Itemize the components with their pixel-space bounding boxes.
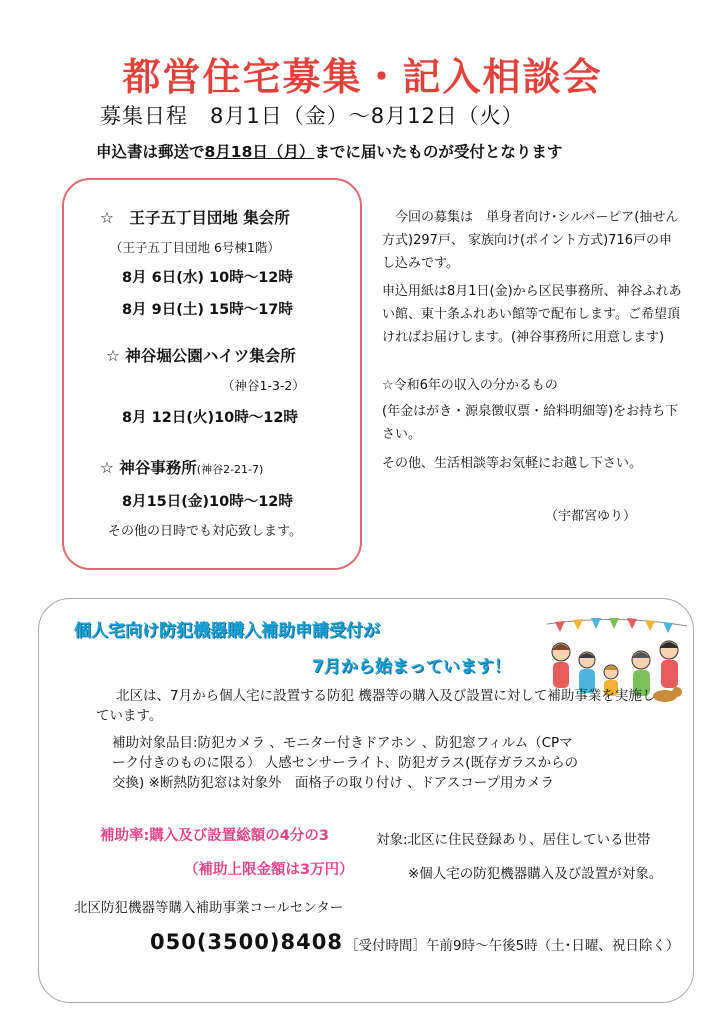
location-2-sub: （神谷1-3-2） [222, 378, 305, 393]
location-1-time-2: 8月 9日(土) 15時～17時 [122, 302, 293, 318]
page-title: 都営住宅募集・記入相談会 [122, 55, 603, 99]
location-1-sub: （王子五丁目団地 6号棟1階） [110, 240, 280, 255]
deadline-pre: 申込書は郵送で [96, 143, 205, 161]
deadline-date: 8月18日（月） [204, 143, 315, 161]
location-1-time-1: 8月 6日(水) 10時～12時 [122, 270, 293, 286]
other-dates-note: その他の日時でも対応致します。 [108, 524, 302, 539]
info-paragraph-3: ☆令和6年の収入の分かるもの [382, 378, 558, 393]
subsidy-rate: 補助率:購入及び設置総額の4分の3 [100, 828, 329, 844]
location-2-name: ☆ 神谷堀公園ハイツ集会所 [106, 347, 296, 365]
subsidy-target-note: ※個人宅の防犯機器購入及び設置が対象。 [408, 866, 663, 882]
author-name: （宇都宮ゆり） [545, 509, 637, 524]
subsidy-heading-2: 7月から始まっています！ [312, 657, 511, 677]
deadline-post: までに届いたものが受付となります [314, 143, 563, 161]
location-3-name [100, 456, 263, 478]
call-center-phone: 050(3500)8408 [150, 930, 343, 954]
reception-hours: ［受付時間］午前9時～午後5時（土･日曜、祝日除く） [345, 938, 680, 954]
location-3-label: ☆ 神谷事務所 [100, 459, 197, 477]
call-center-name: 北区防犯機器等購入補助事業コールセンター [74, 900, 344, 916]
subsidy-intro: 北区は、7月から個人宅に設置する防犯 機器等の購入及び設置に対して補助事業を実施しています。 [96, 688, 656, 724]
info-paragraph-2: 申込用紙は8月1日(金)から区民事務所、神谷ふれあい館、東十条ふれあい館等で配布します。ご希望頂ければお届けします。(神谷事務所に用意します) [382, 284, 682, 345]
subsidy-items: 補助対象品目:防犯カメラ 、モニター付きドアホン 、防犯窓フィルム（CPマーク付きのものに限る） 人感センサーライト、防犯ガラス(既存ガラスからの交換) ※断熱防犯窓は対象外 面格子の取り付け 、ドアスコープ用カメラ [112, 735, 579, 791]
mail-deadline [96, 140, 562, 162]
subsidy-heading-1: 個人宅向け防犯機器購入補助申請受付が [74, 621, 380, 641]
recruitment-schedule: 募集日程 8月1日（金）～8月12日（火） [100, 104, 524, 128]
location-2-time-1: 8月 12日(火)10時～12時 [122, 410, 298, 426]
location-3-time-1: 8月15日(金)10時～12時 [122, 494, 293, 510]
info-paragraph-4: (年金はがき・源泉徴収票・給料明細等)をお持ち下さい。 [382, 404, 679, 442]
subsidy-target: 対象:北区に住民登録あり、居住している世帯 [376, 832, 651, 848]
subsidy-limit: （補助上限金額は3万円） [184, 862, 354, 878]
location-3-address: (神谷2-21-7) [196, 463, 264, 476]
info-paragraph-1: 今回の募集は 単身者向け･シルバーピア(抽せん方式)297戸、 家族向け(ポイント方式)716戸の申し込みです。 [382, 210, 679, 271]
location-1-name: ☆ 王子五丁目団地 集会所 [100, 209, 290, 227]
consultation-locations-box [62, 178, 362, 570]
info-paragraph-5: その他、生活相談等お気軽にお越し下さい。 [382, 456, 643, 471]
